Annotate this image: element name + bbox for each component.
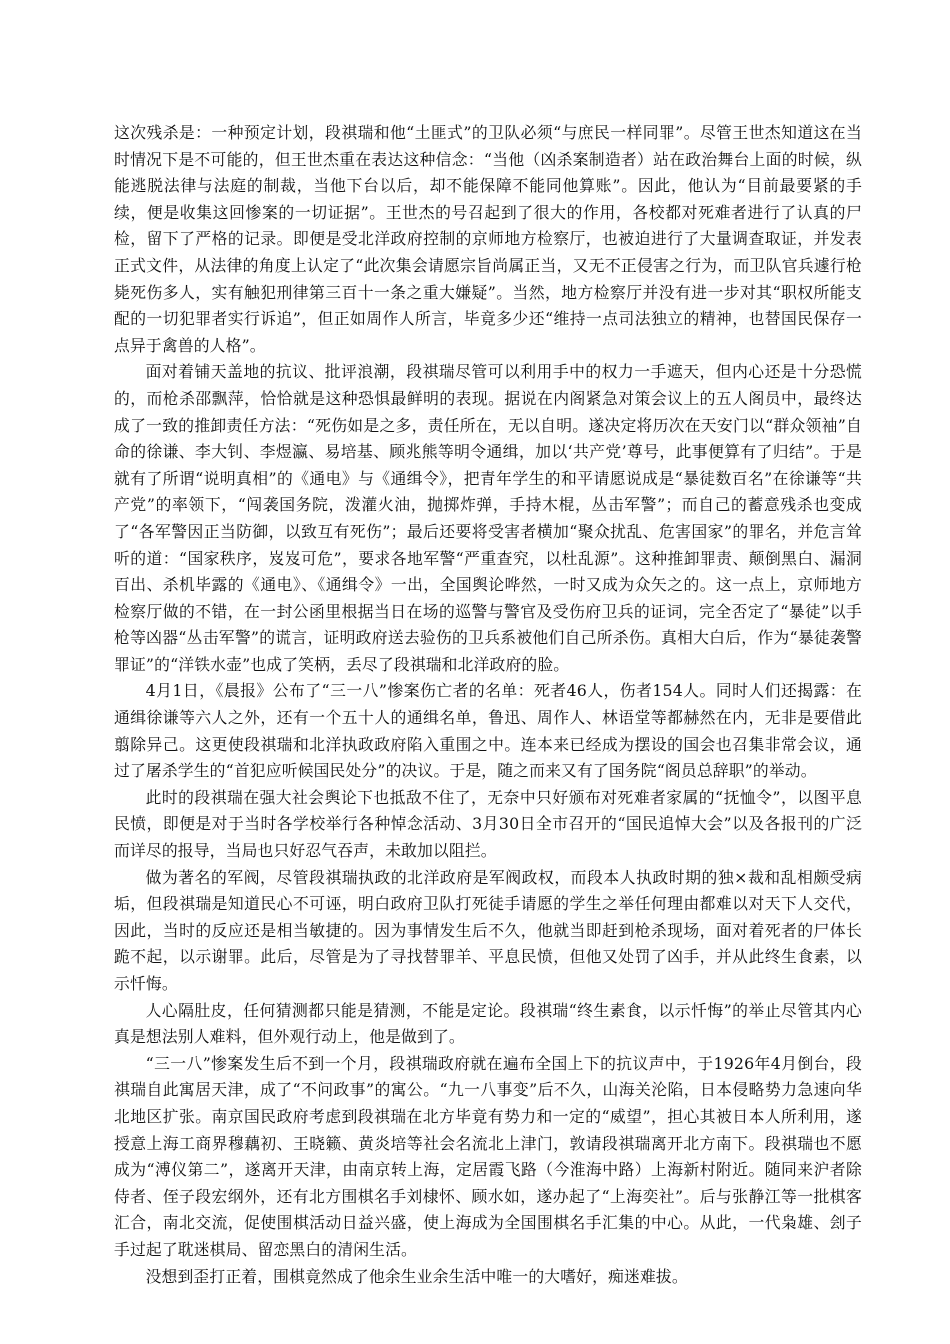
paragraph-8: 没想到歪打正着，围棋竟然成了他余生业余生活中唯一的大嗜好，痴迷难拔。	[145, 1266, 688, 1286]
paragraph-1: 这次残杀是：一种预定计划，段祺瑞和他“土匪式”的卫队必须“与庶民一样同罪”。尽管王世杰知道这在当时情况下是不可能的，但王世杰重在表达这种信念：“当他（凶杀案制造者）站在政治舞台上面的时候，纵能逃脱法律与法庭的制裁，当他下台以后，却不能保障不能同他算账”。因此，他认为“目前最要紧的手续，便是收集这回惨案的一切证据”。王世杰的号召起到了很大的作用，各校都对死难者进行了认真的尸检，留下了严格的记录。即便是受北洋政府控制的京师地方检察厅，也被迫进行了大量调查取证，并发表正式文件，从法律的角度上认定了“此次集会请愿宗旨尚属正当，又无不正侵害之行为，而卫队官兵遽行枪毙死伤多人，实有触犯刑律第三百十一条之重大嫌疑”。当然，地方检察厅并没有进一步对其“职权所能支配的一切犯罪者实行诉追”，但正如周作人所言，毕竟多少还“维持一点司法独立的精神，也替国民保存一点异于禽兽的人格”。	[114, 123, 862, 355]
paragraph-5: 做为著名的军阀，尽管段祺瑞执政的北洋政府是军阀政权，而段本人执政时期的独×裁和乱相颇受病垢，但段祺瑞是知道民心不可诬，明白政府卫队打死徒手请愿的学生之举任何理由都难以对天下人交代，因此，当时的反应还是相当敏捷的。因为事情发生后不久，他就当即赶到枪杀现场，面对着死者的尸体长跪不起，以示谢罪。此后，尽管是为了寻找替罪羊、平息民愤，但他又处罚了凶手，并从此终生食素，以示忏悔。	[114, 867, 862, 993]
paragraph-3: 4月1日，《晨报》公布了“三一八”惨案伤亡者的名单：死者46人，伤者154人。同时人们还揭露：在通缉徐谦等六人之外，还有一个五十人的通缉名单，鲁迅、周作人、林语堂等都赫然在内，无非是要借此翦除异己。这更使段祺瑞和北洋执政政府陷入重围之中。连本来已经成为摆设的国会也召集非常会议，通过了屠杀学生的“首犯应听候国民处分”的决议。于是，随之而来又有了国务院“阁员总辞职”的举动。	[114, 681, 862, 781]
article-body	[114, 120, 862, 1290]
paragraph-2: 面对着铺天盖地的抗议、批评浪潮，段祺瑞尽管可以利用手中的权力一手遮天，但内心还是十分恐慌的，而枪杀邵飘萍，恰恰就是这种恐惧最鲜明的表现。据说在内阁紧急对策会议上的五人阁员中，最终达成了一致的推卸责任方法：“死伤如是之多，责任所在，无以自明。遂决定将历次在天安门以“群众领袖”自命的徐谦、李大钊、李煜瀛、易培基、顾兆熊等明令通缉，加以‘共产党’尊号，此事便算有了归结”。于是就有了所谓“说明真相”的《通电》与《通缉令》，把青年学生的和平请愿说成是“暴徒数百名”在徐谦等“共产党”的率领下，“闯袭国务院，泼灌火油，抛掷炸弹，手持木棍，丛击军警”；而自己的蓄意残杀也变成了“各军警因正当防御，以致互有死伤”；最后还要将受害者横加“聚众扰乱、危害国家”的罪名，并危言耸听的道：“国家秩序，岌岌可危”，要求各地军警“严重查究，以杜乱源”。这种推卸罪责、颠倒黑白、漏洞百出、杀机毕露的《通电》、《通缉令》一出，全国舆论哗然，一时又成为众矢之的。这一点上，京师地方检察厅做的不错，在一封公函里根据当日在场的巡警与警官及受伤府卫兵的证词，完全否定了“暴徒”以手枪等凶器“丛击军警”的谎言，证明政府送去验伤的卫兵系被他们自己所杀伤。真相大白后，作为“暴徒袭警罪证”的“洋铁水壶”也成了笑柄，丢尽了段祺瑞和北洋政府的脸。	[114, 362, 862, 674]
paragraph-4: 此时的段祺瑞在强大社会舆论下也抵敌不住了，无奈中只好颁布对死难者家属的“抚恤令”，以图平息民愤，即便是对于当时各学校举行各种悼念活动、3月30日全市召开的“国民追悼大会”以及各报刊的广泛而详尽的报导，当局也只好忍气吞声，未敢加以阻拦。	[114, 787, 862, 861]
paragraph-7: “三一八”惨案发生后不到一个月，段祺瑞政府就在遍布全国上下的抗议声中，于1926年4月倒台，段祺瑞自此寓居天津，成了“不问政事”的寓公。“九一八事变”后不久，山海关沦陷，日本侵略势力急速向华北地区扩张。南京国民政府考虑到段祺瑞在北方毕竟有势力和一定的“威望”，担心其被日本人所利用，遂授意上海工商界穆藕初、王晓籁、黄炎培等社会名流北上津门，敦请段祺瑞离开北方南下。段祺瑞也不愿成为“溥仪第二”，遂离开天津，由南京转上海，定居霞飞路（今淮海中路）上海新村附近。随同来沪者除侍者、侄子段宏纲外，还有北方围棋名手刘棣怀、顾水如，遂办起了“上海奕社”。后与张静江等一批棋客汇合，南北交流，促使围棋活动日益兴盛，使上海成为全国围棋名手汇集的中心。从此，一代枭雄、刽子手过起了耽迷棋局、留恋黑白的清闲生活。	[114, 1053, 862, 1259]
paragraph-6: 人心隔肚皮，任何猜测都只能是猜测，不能是定论。段祺瑞“终生素食，以示忏悔”的举止尽管其内心真是想法别人难料，但外观行动上，他是做到了。	[114, 1000, 862, 1047]
